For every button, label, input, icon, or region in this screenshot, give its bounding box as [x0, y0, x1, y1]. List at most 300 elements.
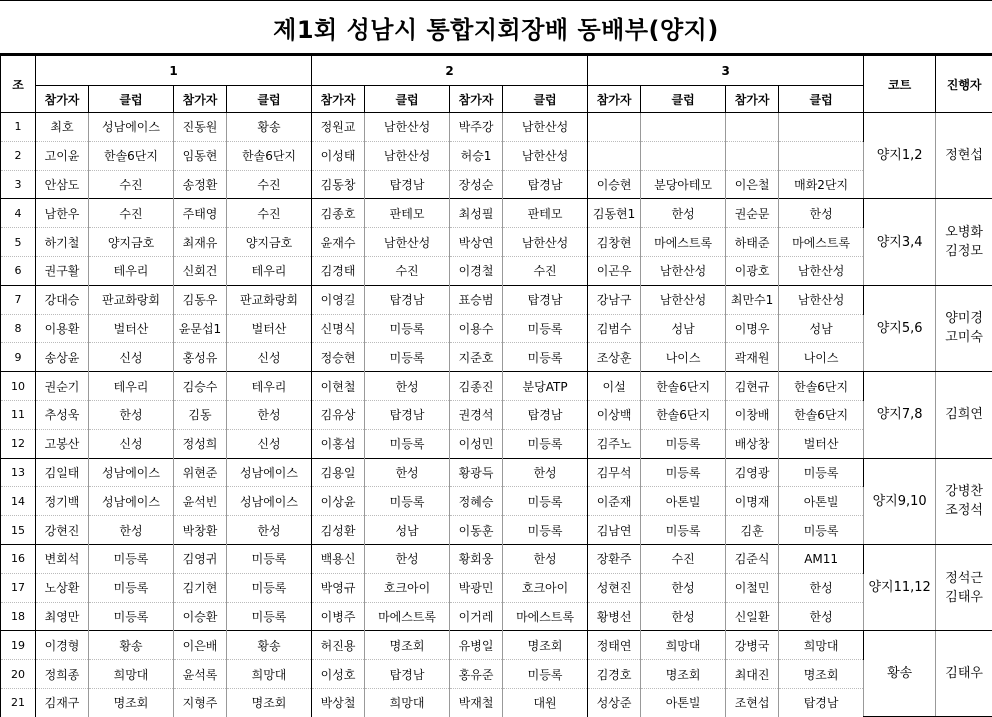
participant-cell: 이병주	[312, 602, 365, 631]
club-cell: 수진	[641, 544, 726, 573]
club-cell: 한성	[365, 372, 450, 401]
club-cell: 한성	[89, 516, 174, 545]
club-cell: 미등록	[641, 458, 726, 487]
participant-cell: 강대승	[36, 285, 89, 314]
participant-cell: 성상준	[588, 688, 641, 716]
participant-cell: 이승현	[588, 170, 641, 199]
club-cell: 성남에이스	[227, 487, 312, 516]
participant-cell: 안삼도	[36, 170, 89, 199]
participant-cell: 김경호	[588, 660, 641, 689]
club-cell: 테우리	[227, 372, 312, 401]
referee-cell: 정현섭	[936, 113, 992, 199]
referee-cell: 오병화 김정모	[936, 199, 992, 285]
club-cell: 호크아이	[365, 573, 450, 602]
table-row	[1, 170, 992, 199]
club-cell: 테우리	[89, 372, 174, 401]
club-cell: 남한산성	[779, 285, 864, 314]
club-cell: 탑경남	[503, 170, 588, 199]
participant-cell: 이영길	[312, 285, 365, 314]
club-cell: 마에스트록	[365, 602, 450, 631]
participant-cell: 김종진	[450, 372, 503, 401]
row-number: 11	[1, 400, 36, 429]
participant-cell: 이명우	[726, 314, 779, 343]
club-cell: 수진	[503, 256, 588, 285]
subheader-club: 클럽	[227, 86, 312, 113]
club-cell: 탑경남	[503, 285, 588, 314]
club-cell: 한성	[503, 544, 588, 573]
club-cell: 미등록	[365, 343, 450, 372]
participant-cell: 김훈	[726, 516, 779, 545]
club-cell: 황송	[227, 113, 312, 142]
club-cell: 명조회	[227, 688, 312, 716]
participant-cell: 김재구	[36, 688, 89, 716]
club-cell: 벌터산	[89, 314, 174, 343]
participant-cell: 권구활	[36, 256, 89, 285]
table-row	[1, 688, 992, 716]
club-cell: 한성	[641, 573, 726, 602]
referee-cell: 김희연	[936, 372, 992, 458]
participant-cell: 고이윤	[36, 141, 89, 170]
club-cell: 남한산성	[503, 113, 588, 142]
club-cell: 희망대	[365, 688, 450, 716]
participant-cell: 허승1	[450, 141, 503, 170]
row-number: 12	[1, 429, 36, 458]
participant-cell: 김무석	[588, 458, 641, 487]
club-cell: 미등록	[227, 602, 312, 631]
participant-cell: 최호	[36, 113, 89, 142]
participant-cell: 표승범	[450, 285, 503, 314]
referee-cell: 정석근 김태우	[936, 544, 992, 630]
participant-cell: 김승수	[174, 372, 227, 401]
subheader-club: 클럽	[503, 86, 588, 113]
club-cell: 양지금호	[227, 228, 312, 257]
club-cell: 한솔6단지	[779, 372, 864, 401]
table-row	[1, 141, 992, 170]
club-cell: 신성	[89, 343, 174, 372]
club-cell: 한성	[227, 516, 312, 545]
participant-cell: 권순문	[726, 199, 779, 228]
club-cell: 한성	[227, 400, 312, 429]
participant-cell: 신회건	[174, 256, 227, 285]
club-cell: 성남에이스	[89, 458, 174, 487]
club-cell: 명조회	[503, 631, 588, 660]
table-row	[1, 602, 992, 631]
club-cell: 미등록	[503, 516, 588, 545]
table-row	[1, 458, 992, 487]
club-cell: 명조회	[641, 660, 726, 689]
participant-cell: 강현진	[36, 516, 89, 545]
club-cell: 대원	[503, 688, 588, 716]
club-cell: 남한산성	[641, 285, 726, 314]
header-group-3: 3	[588, 56, 864, 86]
club-cell: 성남	[365, 516, 450, 545]
row-number: 8	[1, 314, 36, 343]
club-cell: 황송	[89, 631, 174, 660]
participant-cell: 하기철	[36, 228, 89, 257]
table-row	[1, 228, 992, 257]
header-group-1: 1	[36, 56, 312, 86]
club-cell: 신성	[227, 429, 312, 458]
participant-cell: 김동우	[174, 285, 227, 314]
participant-cell: 위현준	[174, 458, 227, 487]
club-cell: 희망대	[89, 660, 174, 689]
participant-cell: 이성태	[312, 141, 365, 170]
row-number: 2	[1, 141, 36, 170]
club-cell: 아톤빌	[779, 487, 864, 516]
subheader-club: 클럽	[641, 86, 726, 113]
participant-cell: 성현진	[588, 573, 641, 602]
participant-cell: 허진용	[312, 631, 365, 660]
participant-cell: 김경태	[312, 256, 365, 285]
club-cell: 벌터산	[779, 429, 864, 458]
participant-cell	[588, 141, 641, 170]
participant-cell: 이경철	[450, 256, 503, 285]
club-cell: 한성	[641, 199, 726, 228]
club-cell: 탑경남	[365, 285, 450, 314]
participant-cell: 김동현1	[588, 199, 641, 228]
club-cell: 성남에이스	[227, 458, 312, 487]
participant-cell: 송정환	[174, 170, 227, 199]
participant-cell: 이동훈	[450, 516, 503, 545]
subheader-club: 클럽	[89, 86, 174, 113]
participant-cell: 조현섭	[726, 688, 779, 716]
participant-cell: 홍성유	[174, 343, 227, 372]
club-cell: AM11	[779, 544, 864, 573]
club-cell: 한솔6단지	[641, 400, 726, 429]
participant-cell: 주태영	[174, 199, 227, 228]
participant-cell: 김성환	[312, 516, 365, 545]
court-cell: 양지1,2	[864, 113, 936, 199]
row-number: 21	[1, 688, 36, 716]
participant-cell: 이홍섭	[312, 429, 365, 458]
participant-cell: 강남구	[588, 285, 641, 314]
table-row	[1, 285, 992, 314]
referee-cell: 강병찬 조정석	[936, 458, 992, 544]
participant-cell: 정희종	[36, 660, 89, 689]
club-cell: 한성	[89, 400, 174, 429]
club-cell: 탑경남	[365, 170, 450, 199]
participant-cell: 황광득	[450, 458, 503, 487]
club-cell: 남한산성	[779, 256, 864, 285]
participant-cell: 이승환	[174, 602, 227, 631]
participant-cell: 김유상	[312, 400, 365, 429]
club-cell: 미등록	[227, 544, 312, 573]
club-cell: 한솔6단지	[641, 372, 726, 401]
participant-cell: 이준재	[588, 487, 641, 516]
table-row	[1, 573, 992, 602]
participant-cell: 김종호	[312, 199, 365, 228]
club-cell: 테우리	[89, 256, 174, 285]
participant-cell: 신명식	[312, 314, 365, 343]
table-row	[1, 314, 992, 343]
participant-cell: 추성욱	[36, 400, 89, 429]
club-cell: 남한산성	[365, 141, 450, 170]
club-cell: 한성	[365, 458, 450, 487]
club-cell: 한솔6단지	[89, 141, 174, 170]
row-number: 20	[1, 660, 36, 689]
club-cell: 분당아테모	[641, 170, 726, 199]
club-cell: 미등록	[227, 573, 312, 602]
club-cell: 남한산성	[641, 256, 726, 285]
club-cell: 매화2단지	[779, 170, 864, 199]
participant-cell: 신일환	[726, 602, 779, 631]
row-number: 3	[1, 170, 36, 199]
club-cell: 성남	[779, 314, 864, 343]
subheader-participant: 참가자	[726, 86, 779, 113]
club-cell: 미등록	[641, 429, 726, 458]
table-row	[1, 631, 992, 660]
participant-cell: 이은배	[174, 631, 227, 660]
club-cell	[779, 141, 864, 170]
table-row	[1, 113, 992, 142]
club-cell: 희망대	[641, 631, 726, 660]
participant-cell: 윤문섭1	[174, 314, 227, 343]
club-cell: 판교화랑회	[227, 285, 312, 314]
participant-cell: 김범수	[588, 314, 641, 343]
court-cell: 양지11,12	[864, 544, 936, 630]
participant-cell: 김현규	[726, 372, 779, 401]
participant-cell: 정태연	[588, 631, 641, 660]
participant-cell: 윤재수	[312, 228, 365, 257]
participant-cell	[726, 141, 779, 170]
club-cell: 미등록	[779, 516, 864, 545]
club-cell: 판테모	[503, 199, 588, 228]
club-cell: 나이스	[641, 343, 726, 372]
club-cell: 탑경남	[503, 400, 588, 429]
court-cell: 양지9,10	[864, 458, 936, 544]
participant-cell: 조상훈	[588, 343, 641, 372]
club-cell: 미등록	[503, 487, 588, 516]
club-cell: 남한산성	[365, 113, 450, 142]
court-cell: 황송	[864, 631, 936, 717]
row-number: 16	[1, 544, 36, 573]
club-cell: 황송	[227, 631, 312, 660]
club-cell: 미등록	[89, 544, 174, 573]
participant-cell: 최재유	[174, 228, 227, 257]
club-cell: 판테모	[365, 199, 450, 228]
participant-cell: 임동현	[174, 141, 227, 170]
participant-cell: 이용환	[36, 314, 89, 343]
participant-cell: 이성민	[450, 429, 503, 458]
table-row	[1, 256, 992, 285]
row-number: 18	[1, 602, 36, 631]
club-cell: 미등록	[503, 429, 588, 458]
participant-cell: 백용신	[312, 544, 365, 573]
referee-cell: 양미경 고미숙	[936, 285, 992, 371]
participant-cell: 권순기	[36, 372, 89, 401]
club-cell: 미등록	[503, 343, 588, 372]
participant-cell: 이상윤	[312, 487, 365, 516]
participant-cell: 황회웅	[450, 544, 503, 573]
table-row	[1, 660, 992, 689]
participant-cell: 배상창	[726, 429, 779, 458]
club-cell: 한성	[779, 602, 864, 631]
participant-cell: 김동	[174, 400, 227, 429]
club-cell: 남한산성	[503, 228, 588, 257]
participant-cell: 남한우	[36, 199, 89, 228]
club-cell: 마에스트록	[779, 228, 864, 257]
table-row	[1, 429, 992, 458]
participant-cell: 하태준	[726, 228, 779, 257]
club-cell: 신성	[227, 343, 312, 372]
participant-cell: 송상윤	[36, 343, 89, 372]
participant-cell: 박주강	[450, 113, 503, 142]
subheader-club: 클럽	[779, 86, 864, 113]
club-cell: 호크아이	[503, 573, 588, 602]
participant-cell: 이철민	[726, 573, 779, 602]
participant-cell: 김용일	[312, 458, 365, 487]
club-cell: 수진	[365, 256, 450, 285]
club-cell: 수진	[89, 199, 174, 228]
club-cell: 벌터산	[227, 314, 312, 343]
participant-cell: 최대진	[726, 660, 779, 689]
participant-cell: 박영규	[312, 573, 365, 602]
participant-cell: 고봉산	[36, 429, 89, 458]
club-cell: 미등록	[89, 602, 174, 631]
row-number: 6	[1, 256, 36, 285]
club-cell	[641, 113, 726, 142]
club-cell: 명조회	[89, 688, 174, 716]
participant-cell: 정성희	[174, 429, 227, 458]
row-number: 19	[1, 631, 36, 660]
subheader-participant: 참가자	[588, 86, 641, 113]
club-cell: 미등록	[365, 429, 450, 458]
subheader-participant: 참가자	[174, 86, 227, 113]
participant-cell: 김남연	[588, 516, 641, 545]
club-cell: 수진	[227, 170, 312, 199]
club-cell: 한성	[779, 199, 864, 228]
club-cell: 수진	[227, 199, 312, 228]
participant-cell: 이경형	[36, 631, 89, 660]
table-row	[1, 487, 992, 516]
participant-cell: 박창환	[174, 516, 227, 545]
participant-cell: 김주노	[588, 429, 641, 458]
participant-cell: 김준식	[726, 544, 779, 573]
row-number: 5	[1, 228, 36, 257]
table-row	[1, 544, 992, 573]
participant-cell: 김영광	[726, 458, 779, 487]
participant-cell: 이설	[588, 372, 641, 401]
participant-cell: 장성순	[450, 170, 503, 199]
club-cell: 한성	[779, 573, 864, 602]
table-row	[1, 199, 992, 228]
subheader-club: 클럽	[365, 86, 450, 113]
participant-cell: 강병국	[726, 631, 779, 660]
club-cell: 미등록	[365, 487, 450, 516]
row-number: 13	[1, 458, 36, 487]
club-cell: 마에스트록	[641, 228, 726, 257]
club-cell: 희망대	[779, 631, 864, 660]
header-jo: 조	[1, 56, 36, 113]
participant-cell: 정승현	[312, 343, 365, 372]
court-cell: 양지7,8	[864, 372, 936, 458]
club-cell: 양지금호	[89, 228, 174, 257]
participant-cell: 곽재원	[726, 343, 779, 372]
subheader-participant: 참가자	[36, 86, 89, 113]
header-referee: 진행자	[936, 56, 992, 113]
header-group-2: 2	[312, 56, 588, 86]
court-cell: 양지3,4	[864, 199, 936, 285]
club-cell: 미등록	[503, 660, 588, 689]
participant-cell	[726, 113, 779, 142]
participant-cell: 황병선	[588, 602, 641, 631]
club-cell: 한솔6단지	[227, 141, 312, 170]
participant-cell: 정기백	[36, 487, 89, 516]
club-cell: 한솔6단지	[779, 400, 864, 429]
participant-cell: 이창배	[726, 400, 779, 429]
participant-cell: 이광호	[726, 256, 779, 285]
participant-cell: 박상연	[450, 228, 503, 257]
club-cell: 명조회	[365, 631, 450, 660]
table-row	[1, 372, 992, 401]
club-cell: 한성	[641, 602, 726, 631]
club-cell	[779, 113, 864, 142]
club-cell: 탑경남	[365, 660, 450, 689]
court-cell: 양지5,6	[864, 285, 936, 371]
page-title: 제1회 성남시 통합지회장배 동배부(양지)	[0, 0, 992, 55]
club-cell: 분당ATP	[503, 372, 588, 401]
club-cell: 한성	[503, 458, 588, 487]
club-cell: 나이스	[779, 343, 864, 372]
club-cell: 미등록	[365, 314, 450, 343]
participant-cell: 박재철	[450, 688, 503, 716]
participant-cell: 김일태	[36, 458, 89, 487]
participant-cell: 노상환	[36, 573, 89, 602]
participant-cell: 이곤우	[588, 256, 641, 285]
participant-cell: 김동창	[312, 170, 365, 199]
row-number: 15	[1, 516, 36, 545]
club-cell: 아톤빌	[641, 688, 726, 716]
participant-cell: 지준호	[450, 343, 503, 372]
participant-cell: 최성필	[450, 199, 503, 228]
subheader-participant: 참가자	[312, 86, 365, 113]
referee-cell: 김태우	[936, 631, 992, 717]
club-cell: 신성	[89, 429, 174, 458]
participant-cell: 권경석	[450, 400, 503, 429]
row-number: 10	[1, 372, 36, 401]
club-cell: 미등록	[89, 573, 174, 602]
club-cell: 테우리	[227, 256, 312, 285]
club-cell: 미등록	[503, 314, 588, 343]
participant-cell: 박광민	[450, 573, 503, 602]
participant-cell: 변회석	[36, 544, 89, 573]
club-cell: 성남에이스	[89, 113, 174, 142]
club-cell: 성남에이스	[89, 487, 174, 516]
header-court: 코트	[864, 56, 936, 113]
club-cell: 희망대	[227, 660, 312, 689]
table-row	[1, 343, 992, 372]
club-cell: 판교화랑회	[89, 285, 174, 314]
row-number: 14	[1, 487, 36, 516]
participant-cell: 홍유준	[450, 660, 503, 689]
club-cell: 아톤빌	[641, 487, 726, 516]
club-cell	[641, 141, 726, 170]
participant-cell: 정원교	[312, 113, 365, 142]
participant-cell: 윤석록	[174, 660, 227, 689]
participant-cell: 박상철	[312, 688, 365, 716]
participant-cell: 이상백	[588, 400, 641, 429]
row-number: 1	[1, 113, 36, 142]
bracket-table	[0, 55, 992, 717]
participant-cell: 진동원	[174, 113, 227, 142]
club-cell: 명조회	[779, 660, 864, 689]
club-cell: 남한산성	[365, 228, 450, 257]
participant-cell: 윤석빈	[174, 487, 227, 516]
participant-cell: 이명재	[726, 487, 779, 516]
participant-cell: 김창현	[588, 228, 641, 257]
participant-cell: 최만수1	[726, 285, 779, 314]
participant-cell: 이용수	[450, 314, 503, 343]
